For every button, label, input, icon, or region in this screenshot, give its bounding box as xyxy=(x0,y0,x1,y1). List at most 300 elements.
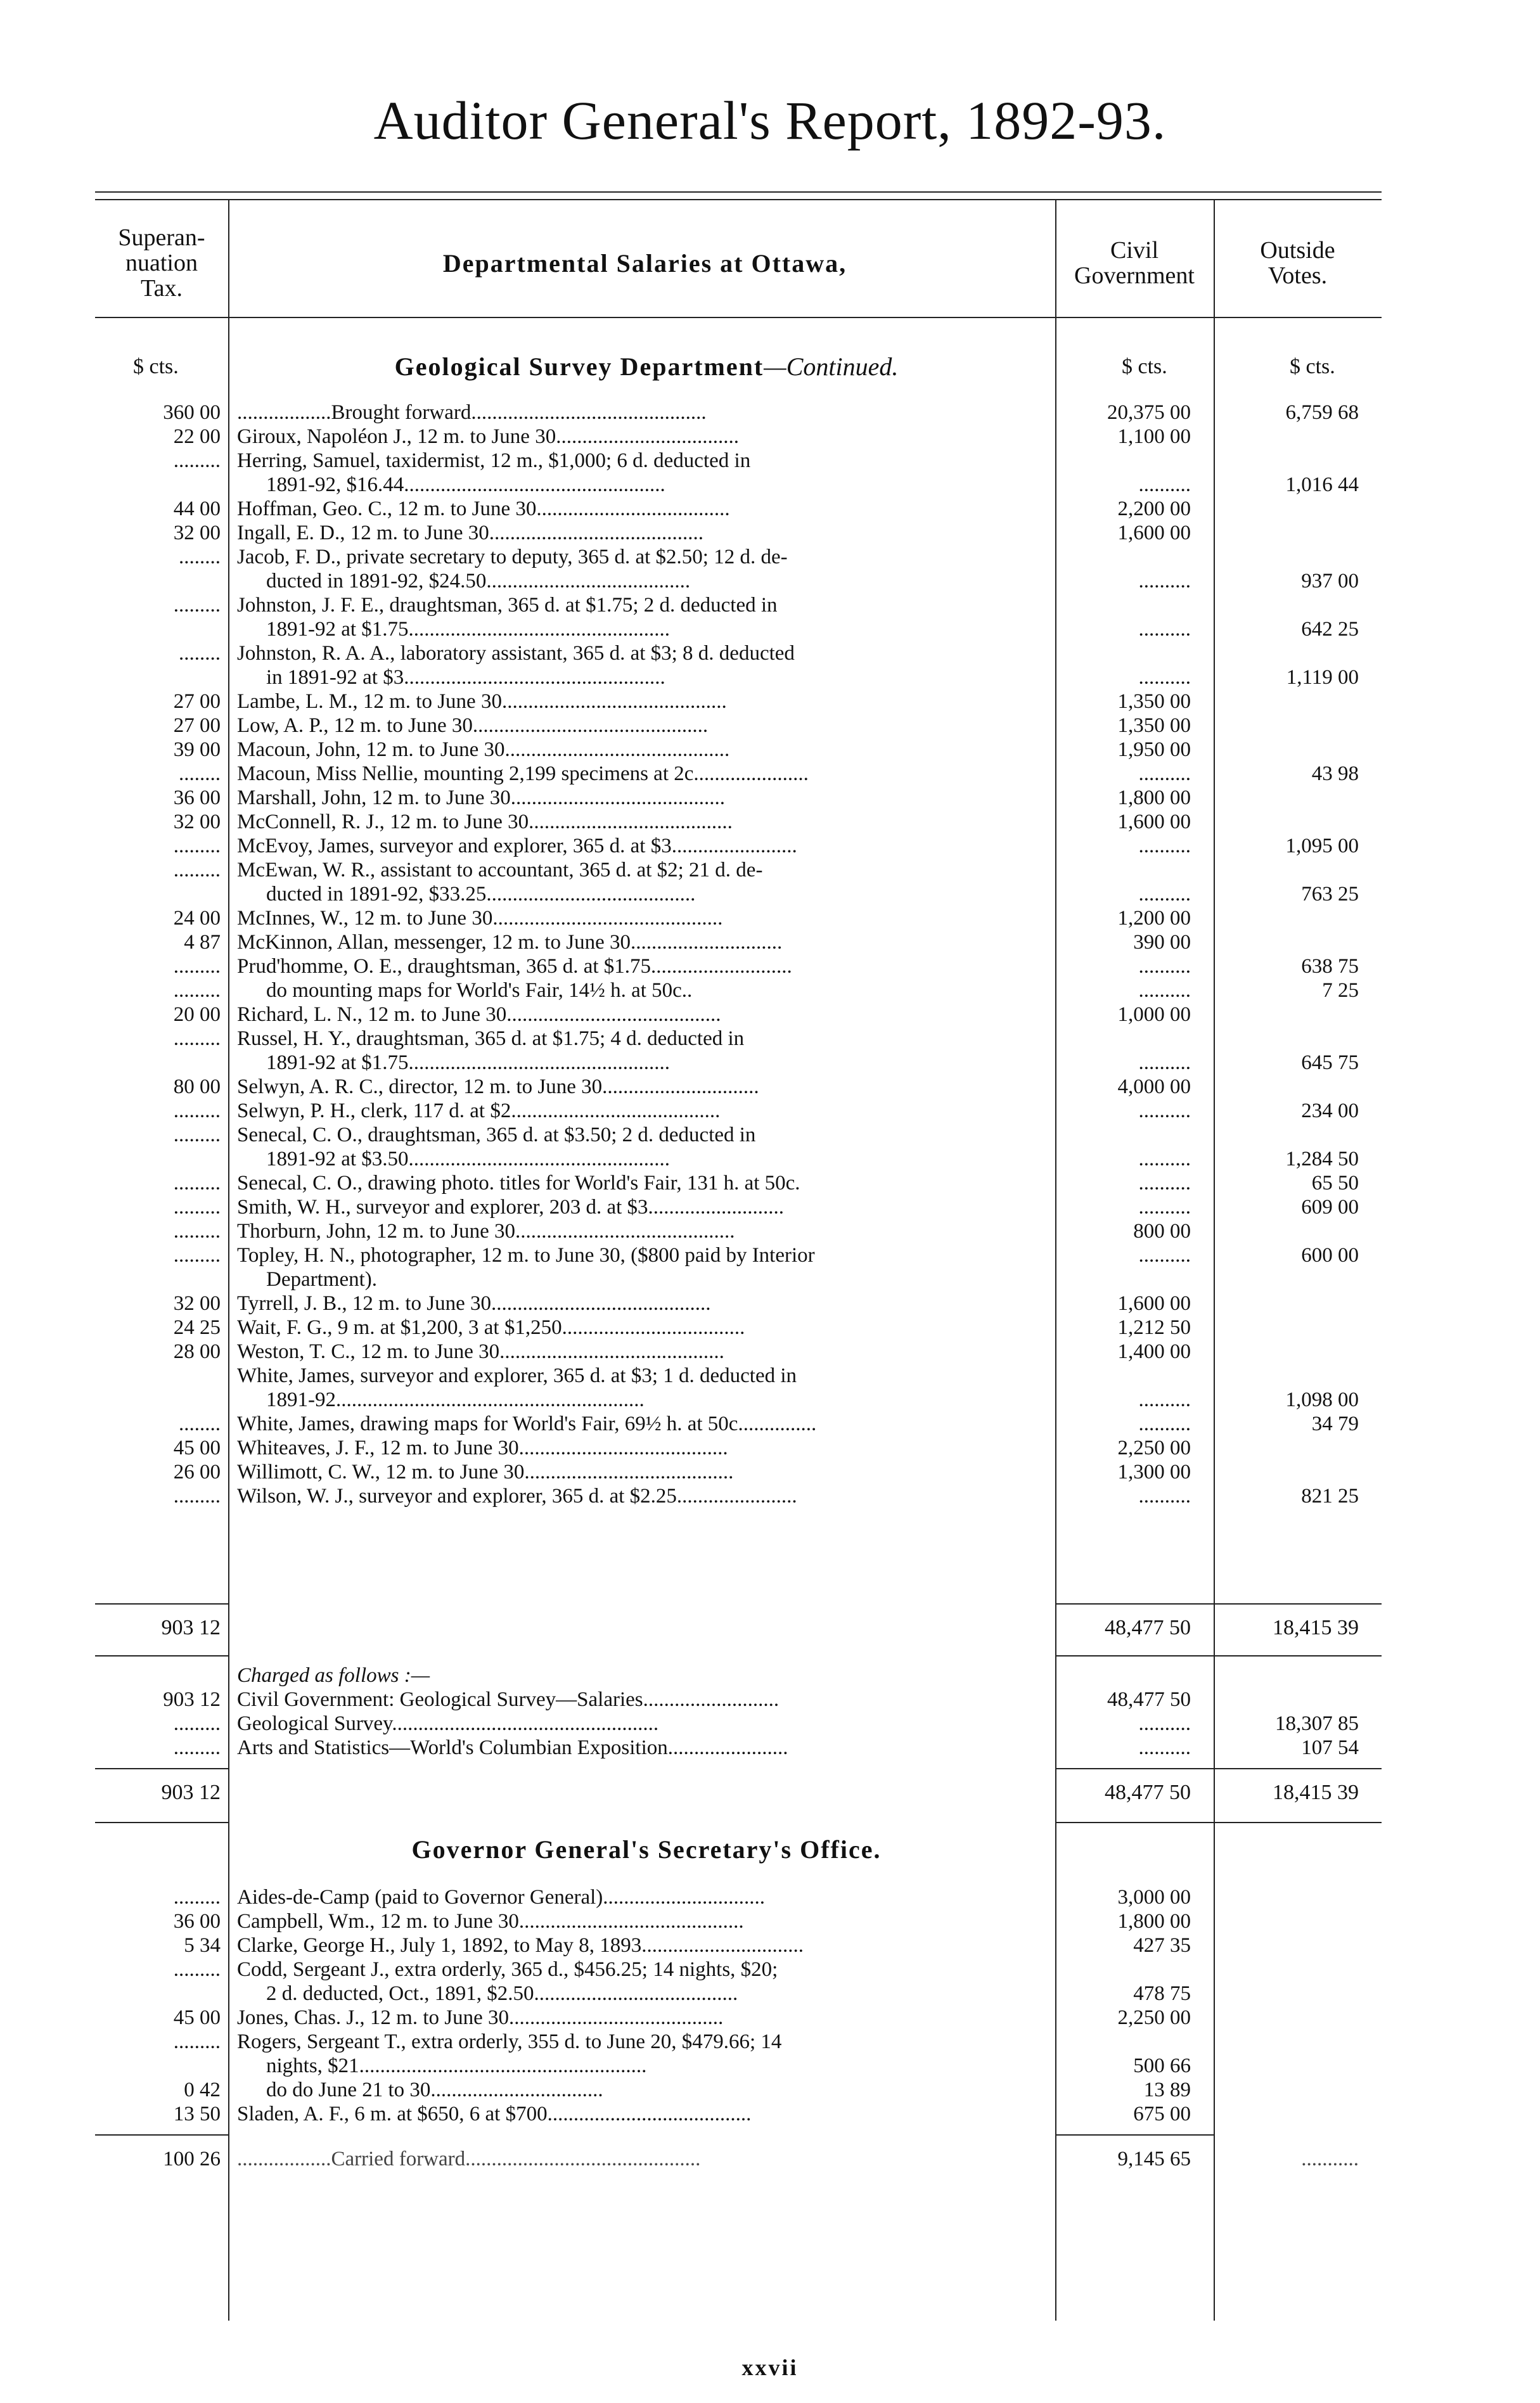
superannuation-cell: 360 00 xyxy=(163,401,221,424)
table-row xyxy=(95,1484,1382,1508)
superannuation-cell xyxy=(95,1388,228,1412)
table-row xyxy=(95,1364,1382,1388)
cts-sup: $ cts. xyxy=(133,355,179,378)
civil-government-cell: .......... xyxy=(1138,1172,1191,1195)
superannuation-cell xyxy=(95,2054,228,2078)
civil-government-cell: 1,600 00 xyxy=(1117,1292,1191,1315)
charged-total-sup: 903 12 xyxy=(161,1781,221,1804)
outside-votes-cell: 107 54 xyxy=(1301,1736,1359,1759)
section-geological-survey-title xyxy=(234,352,1058,381)
civil-government-cell xyxy=(1055,858,1214,882)
outside-votes-cell xyxy=(1214,738,1382,762)
outside-votes-cell xyxy=(1214,1219,1382,1243)
superannuation-cell: 32 00 xyxy=(173,811,221,833)
outside-votes-cell: 1,098 00 xyxy=(1285,1388,1359,1411)
civil-government-cell xyxy=(1055,1267,1214,1291)
outside-votes-cell xyxy=(1214,1436,1382,1460)
table-row xyxy=(95,449,1382,473)
superannuation-cell: ......... xyxy=(173,1124,221,1146)
superannuation-cell: ......... xyxy=(173,1172,221,1195)
carried-rule xyxy=(95,2134,228,2136)
header-civil-government: Civil Government xyxy=(1074,237,1195,289)
table-row xyxy=(95,1736,1382,1760)
description-cell: Aides-de-Camp (paid to Governor General)............................... xyxy=(237,1886,766,1909)
outside-votes-cell xyxy=(1214,906,1382,930)
superannuation-cell: ......... xyxy=(173,1485,221,1508)
outside-votes-cell xyxy=(1214,593,1382,617)
superannuation-cell: ......... xyxy=(173,1244,221,1267)
civil-government-cell xyxy=(1055,449,1214,473)
charged-total-rule xyxy=(95,1768,228,1769)
table-row xyxy=(95,1075,1382,1099)
civil-government-cell: 1,600 00 xyxy=(1117,522,1191,544)
civil-government-cell: 1,800 00 xyxy=(1117,1910,1191,1933)
outside-votes-cell: 234 00 xyxy=(1301,1099,1359,1122)
outside-votes-cell: 609 00 xyxy=(1301,1196,1359,1219)
superannuation-cell: 13 50 xyxy=(173,2103,221,2125)
outside-votes-cell xyxy=(1214,714,1382,738)
table-row xyxy=(95,1291,1382,1316)
description-cell: Weston, T. C., 12 m. to June 30........................................... xyxy=(237,1340,724,1363)
civil-government-cell: 675 00 xyxy=(1133,2103,1191,2125)
outside-votes-cell: 6,759 68 xyxy=(1285,401,1359,424)
top-rule-2 xyxy=(95,199,1382,200)
total-sup: 903 12 xyxy=(161,1616,221,1639)
outside-votes-cell xyxy=(1214,641,1382,665)
superannuation-cell: ......... xyxy=(173,979,221,1002)
outside-votes-cell: 937 00 xyxy=(1301,570,1359,593)
outside-votes-cell: 821 25 xyxy=(1301,1485,1359,1508)
description-cell: White, James, drawing maps for World's Fair, 69½ h. at 50c............... xyxy=(237,1413,817,1435)
civil-government-cell: 390 00 xyxy=(1133,931,1191,954)
civil-government-cell: 427 35 xyxy=(1133,1934,1191,1957)
civil-government-cell: 2,250 00 xyxy=(1117,2006,1191,2029)
outside-votes-cell xyxy=(1214,1688,1382,1712)
civil-government-cell: .......... xyxy=(1138,1051,1191,1074)
description-cell: 1891-92 at $1.75.................................................. xyxy=(266,1051,671,1074)
table-row xyxy=(95,882,1382,906)
section1-total-row xyxy=(95,1616,1382,1640)
geological-survey-rows xyxy=(95,401,1382,1508)
table-row xyxy=(95,1195,1382,1219)
superannuation-cell: ......... xyxy=(173,1958,221,1981)
superannuation-cell xyxy=(95,1982,228,2006)
superannuation-cell: 20 00 xyxy=(173,1003,221,1026)
superannuation-cell: 4 87 xyxy=(184,931,221,954)
description-cell: McKinnon, Allan, messenger, 12 m. to June 30............................. xyxy=(237,931,783,954)
superannuation-cell xyxy=(95,1147,228,1171)
outside-votes-cell: 7 25 xyxy=(1322,979,1359,1002)
table-row xyxy=(95,689,1382,714)
superannuation-cell: ......... xyxy=(173,1027,221,1050)
table-row xyxy=(95,834,1382,858)
description-cell: Sladen, A. F., 6 m. at $650, 6 at $700....................................... xyxy=(237,2103,752,2125)
table-row xyxy=(95,641,1382,665)
civil-government-cell: 1,350 00 xyxy=(1117,714,1191,737)
outside-votes-cell: 600 00 xyxy=(1301,1244,1359,1267)
outside-votes-cell: 1,016 44 xyxy=(1285,473,1359,496)
superannuation-cell: 24 25 xyxy=(173,1316,221,1339)
civil-government-cell: 1,800 00 xyxy=(1117,786,1191,809)
table-row xyxy=(95,1267,1382,1291)
description-cell: ducted in 1891-92, $24.50....................................... xyxy=(266,570,691,593)
charged-heading: Charged as follows :— xyxy=(237,1664,430,1687)
table-row xyxy=(95,1099,1382,1123)
civil-government-cell xyxy=(1055,1364,1214,1388)
table-row xyxy=(95,2102,1382,2126)
civil-government-cell: 4,000 00 xyxy=(1117,1075,1191,1098)
civil-government-cell: 1,950 00 xyxy=(1117,738,1191,761)
outside-votes-cell xyxy=(1214,1958,1382,1982)
table-row xyxy=(95,954,1382,978)
civil-government-cell: 1,400 00 xyxy=(1117,1340,1191,1363)
table-row xyxy=(95,786,1382,810)
outside-votes-cell xyxy=(1214,449,1382,473)
superannuation-cell: ......... xyxy=(173,1220,221,1243)
superannuation-cell: ........ xyxy=(179,642,221,665)
charged-total-row xyxy=(95,1781,1382,1805)
superannuation-cell: ......... xyxy=(173,859,221,881)
description-cell: 1891-92, $16.44.................................................. xyxy=(266,473,665,496)
description-cell: Campbell, Wm., 12 m. to June 30........................................... xyxy=(237,1910,744,1933)
superannuation-cell: 27 00 xyxy=(173,714,221,737)
description-cell: nights, $21....................................................... xyxy=(266,2054,647,2077)
governor-general-rows xyxy=(95,1885,1382,2126)
outside-votes-cell: 1,284 50 xyxy=(1285,1148,1359,1170)
description-cell: 1891-92 at $1.75.................................................. xyxy=(266,618,671,641)
charged-heading-row xyxy=(95,1663,1382,1688)
table-row xyxy=(95,617,1382,641)
description-cell: Tyrrell, J. B., 12 m. to June 30.......................................... xyxy=(237,1292,711,1315)
civil-government-cell: .......... xyxy=(1138,1244,1191,1267)
description-cell: Giroux, Napoléon J., 12 m. to June 30................................... xyxy=(237,425,739,448)
civil-government-cell xyxy=(1055,641,1214,665)
civil-government-cell: .......... xyxy=(1138,1196,1191,1219)
table-row xyxy=(95,1460,1382,1484)
superannuation-cell: 24 00 xyxy=(173,907,221,930)
table-row xyxy=(95,1885,1382,1909)
table-row xyxy=(95,1388,1382,1412)
description-cell: Whiteaves, J. F., 12 m. to June 30........................................ xyxy=(237,1437,728,1459)
civil-government-cell xyxy=(1055,1958,1214,1982)
header-outside-votes: Outside Votes. xyxy=(1260,237,1335,289)
table-row xyxy=(95,545,1382,569)
outside-votes-cell xyxy=(1214,1267,1382,1291)
superannuation-cell: ......... xyxy=(173,1099,221,1122)
outside-votes-cell: 645 75 xyxy=(1301,1051,1359,1074)
superannuation-cell xyxy=(95,569,228,593)
table-row xyxy=(95,2054,1382,2078)
table-row xyxy=(95,1003,1382,1027)
table-row xyxy=(95,401,1382,425)
carried-rule-b xyxy=(1055,2134,1214,2136)
table-row xyxy=(95,810,1382,834)
description-cell: Thorburn, John, 12 m. to June 30.......................................... xyxy=(237,1220,735,1243)
civil-government-cell: .......... xyxy=(1138,473,1191,496)
table-row xyxy=(95,1712,1382,1736)
description-cell: Smith, W. H., surveyor and explorer, 203 d. at $3.......................... xyxy=(237,1196,785,1219)
outside-votes-cell xyxy=(1214,2078,1382,2102)
description-cell: McEvoy, James, surveyor and explorer, 365 d. at $3........................ xyxy=(237,835,797,857)
outside-votes-cell xyxy=(1214,689,1382,714)
superannuation-cell: 45 00 xyxy=(173,2006,221,2029)
outside-votes-cell xyxy=(1214,497,1382,521)
description-cell: Clarke, George H., July 1, 1892, to May 8, 1893............................... xyxy=(237,1934,804,1957)
superannuation-cell: 45 00 xyxy=(173,1437,221,1459)
superannuation-cell xyxy=(95,665,228,689)
description-cell: Jacob, F. D., private secretary to deputy, 365 d. at $2.50; 12 d. de- xyxy=(237,546,788,568)
civil-government-cell: 2,250 00 xyxy=(1117,1437,1191,1459)
table-row xyxy=(95,1243,1382,1267)
description-cell: Prud'homme, O. E., draughtsman, 365 d. at $1.75........................... xyxy=(237,955,792,978)
table-row xyxy=(95,1958,1382,1982)
cts-civil: $ cts. xyxy=(1122,355,1167,378)
section-title-text: Geological Survey Department xyxy=(394,352,764,381)
civil-government-cell: .......... xyxy=(1138,883,1191,906)
superannuation-cell xyxy=(95,1051,228,1075)
civil-government-cell: 1,000 00 xyxy=(1117,1003,1191,1026)
civil-government-cell: .......... xyxy=(1138,1099,1191,1122)
superannuation-cell: 36 00 xyxy=(173,786,221,809)
table-row xyxy=(95,1051,1382,1075)
description-cell: Ingall, E. D., 12 m. to June 30......................................... xyxy=(237,522,704,544)
table-row xyxy=(95,762,1382,786)
description-cell: 1891-92........................................................... xyxy=(266,1388,645,1411)
description-cell: Rogers, Sergeant T., extra orderly, 355 d. to June 20, $479.66; 14 xyxy=(237,2030,782,2053)
outside-votes-cell: 43 98 xyxy=(1311,762,1359,785)
civil-government-cell: 500 66 xyxy=(1133,2054,1191,2077)
table-row xyxy=(95,1982,1382,2006)
superannuation-cell: ......... xyxy=(173,594,221,617)
description-cell: ducted in 1891-92, $33.25........................................ xyxy=(266,883,696,906)
outside-votes-cell xyxy=(1214,1933,1382,1958)
table-row xyxy=(95,1933,1382,1958)
carried-outside: ........... xyxy=(1301,2148,1359,2170)
table-row xyxy=(95,2006,1382,2030)
superannuation-cell: ......... xyxy=(173,1712,221,1735)
description-cell: Department). xyxy=(266,1268,378,1291)
superannuation-cell: 39 00 xyxy=(173,738,221,761)
header-superannuation: Superan- nuation Tax. xyxy=(118,224,205,302)
civil-government-cell xyxy=(1055,2030,1214,2054)
superannuation-cell: 27 00 xyxy=(173,690,221,713)
superannuation-cell: 80 00 xyxy=(173,1075,221,1098)
description-cell: Wait, F. G., 9 m. at $1,200, 3 at $1,250................................... xyxy=(237,1316,745,1339)
description-cell: Codd, Sergeant J., extra orderly, 365 d., $456.25; 14 nights, $20; xyxy=(237,1958,778,1981)
superannuation-cell xyxy=(95,882,228,906)
description-cell: Civil Government: Geological Survey—Salaries.......................... xyxy=(237,1688,780,1711)
header-rule xyxy=(95,317,1382,318)
description-cell: Lambe, L. M., 12 m. to June 30........................................... xyxy=(237,690,727,713)
superannuation-cell: 32 00 xyxy=(173,522,221,544)
outside-votes-cell: 1,119 00 xyxy=(1286,666,1359,689)
civil-government-cell: .......... xyxy=(1138,666,1191,689)
description-cell: Johnston, J. F. E., draughtsman, 365 d. at $1.75; 2 d. deducted in xyxy=(237,594,778,617)
superannuation-cell: 903 12 xyxy=(163,1688,221,1711)
superannuation-cell xyxy=(95,473,228,497)
superannuation-cell: 28 00 xyxy=(173,1340,221,1363)
description-cell: Macoun, John, 12 m. to June 30........................................... xyxy=(237,738,730,761)
outside-votes-cell xyxy=(1214,1885,1382,1909)
table-row xyxy=(95,906,1382,930)
civil-government-cell: .......... xyxy=(1138,1148,1191,1170)
superannuation-cell xyxy=(95,617,228,641)
description-cell: Wilson, W. J., surveyor and explorer, 365 d. at $2.25....................... xyxy=(237,1485,797,1508)
civil-government-cell xyxy=(1055,1027,1214,1051)
outside-votes-cell xyxy=(1214,2054,1382,2078)
table-row xyxy=(95,1027,1382,1051)
table-row xyxy=(95,1412,1382,1436)
table-row xyxy=(95,930,1382,954)
carried-desc: ..................Carried forward............................................. xyxy=(237,2148,701,2170)
description-cell: Topley, H. N., photographer, 12 m. to June 30, ($800 paid by Interior xyxy=(237,1244,815,1267)
table-row xyxy=(95,738,1382,762)
outside-votes-cell xyxy=(1214,1909,1382,1933)
superannuation-cell: ......... xyxy=(173,955,221,978)
superannuation-cell xyxy=(95,1267,228,1291)
total-outside: 18,415 39 xyxy=(1273,1616,1359,1639)
cts-outside: $ cts. xyxy=(1290,355,1335,378)
page-title: Auditor General's Report, 1892-93. xyxy=(373,90,1167,151)
description-cell: 1891-92 at $3.50.................................................. xyxy=(266,1148,671,1170)
civil-government-cell: .......... xyxy=(1138,955,1191,978)
outside-votes-cell xyxy=(1214,545,1382,569)
civil-government-cell xyxy=(1055,593,1214,617)
superannuation-cell: ......... xyxy=(173,1886,221,1909)
description-cell: Russel, H. Y., draughtsman, 365 d. at $1.75; 4 d. deducted in xyxy=(237,1027,745,1050)
description-cell: Selwyn, A. R. C., director, 12 m. to June 30.............................. xyxy=(237,1075,759,1098)
outside-votes-cell: 1,095 00 xyxy=(1285,835,1359,857)
table-row xyxy=(95,858,1382,882)
superannuation-cell: ......... xyxy=(173,835,221,857)
table-row xyxy=(95,473,1382,497)
description-cell: Low, A. P., 12 m. to June 30............................................. xyxy=(237,714,709,737)
total-rule-1 xyxy=(95,1603,228,1605)
table-row xyxy=(95,665,1382,689)
outside-votes-cell: 642 25 xyxy=(1301,618,1359,641)
superannuation-cell xyxy=(95,1364,228,1388)
outside-votes-cell xyxy=(1214,930,1382,954)
civil-government-cell: 1,212 50 xyxy=(1117,1316,1191,1339)
superannuation-cell: ........ xyxy=(179,762,221,785)
description-cell: Senecal, C. O., drawing photo. titles for World's Fair, 131 h. at 50c. xyxy=(237,1172,800,1195)
header-departmental-salaries: Departmental Salaries at Ottawa, xyxy=(442,249,847,278)
description-cell: McConnell, R. J., 12 m. to June 30....................................... xyxy=(237,811,733,833)
superannuation-cell: 26 00 xyxy=(173,1461,221,1483)
civil-government-cell: .......... xyxy=(1138,1485,1191,1508)
civil-government-cell: .......... xyxy=(1138,1413,1191,1435)
table-row xyxy=(95,1123,1382,1147)
civil-government-cell: .......... xyxy=(1138,1736,1191,1759)
civil-government-cell: .......... xyxy=(1138,618,1191,641)
civil-government-cell: .......... xyxy=(1138,570,1191,593)
superannuation-cell: 0 42 xyxy=(184,2079,221,2101)
description-cell: Senecal, C. O., draughtsman, 365 d. at $3.50; 2 d. deducted in xyxy=(237,1124,756,1146)
description-cell: Marshall, John, 12 m. to June 30......................................... xyxy=(237,786,725,809)
outside-votes-cell xyxy=(1214,1340,1382,1364)
section2-rule xyxy=(95,1822,228,1823)
outside-votes-cell xyxy=(1214,786,1382,810)
superannuation-cell: 36 00 xyxy=(173,1910,221,1933)
table-row xyxy=(95,1316,1382,1340)
superannuation-cell: 32 00 xyxy=(173,1292,221,1315)
table-row xyxy=(95,1171,1382,1195)
table-row xyxy=(95,1219,1382,1243)
civil-government-cell xyxy=(1055,545,1214,569)
section2-rule-b xyxy=(1055,1822,1382,1823)
description-cell: 2 d. deducted, Oct., 1891, $2.50....................................... xyxy=(266,1982,738,2005)
outside-votes-cell xyxy=(1214,1982,1382,2006)
description-cell: Johnston, R. A. A., laboratory assistant, 365 d. at $3; 8 d. deducted xyxy=(237,642,795,665)
charged-total-rule-b xyxy=(1055,1768,1382,1769)
table-row xyxy=(95,1147,1382,1171)
civil-government-cell: 800 00 xyxy=(1133,1220,1191,1243)
description-cell: do do June 21 to 30................................. xyxy=(266,2079,603,2101)
civil-government-cell: 1,200 00 xyxy=(1117,907,1191,930)
carried-sup: 100 26 xyxy=(163,2148,221,2170)
table-row xyxy=(95,1436,1382,1460)
description-cell: Geological Survey................................................... xyxy=(237,1712,659,1735)
outside-votes-cell xyxy=(1214,1316,1382,1340)
carried-civil: 9,145 65 xyxy=(1117,2148,1191,2170)
table-row xyxy=(95,714,1382,738)
outside-votes-cell xyxy=(1214,810,1382,834)
description-cell: Richard, L. N., 12 m. to June 30......................................... xyxy=(237,1003,721,1026)
civil-government-cell: 1,100 00 xyxy=(1117,425,1191,448)
description-cell: Jones, Chas. J., 12 m. to June 30......................................... xyxy=(237,2006,724,2029)
rule-before-charged xyxy=(95,1655,228,1656)
description-cell: in 1891-92 at $3.................................................. xyxy=(266,666,665,689)
outside-votes-cell xyxy=(1214,2030,1382,2054)
superannuation-cell: 5 34 xyxy=(184,1934,221,1957)
outside-votes-cell xyxy=(1214,1003,1382,1027)
outside-votes-cell xyxy=(1214,1123,1382,1147)
outside-votes-cell xyxy=(1214,1027,1382,1051)
table-row xyxy=(95,2078,1382,2102)
table-row xyxy=(95,978,1382,1003)
outside-votes-cell xyxy=(1214,858,1382,882)
description-cell: do mounting maps for World's Fair, 14½ h. at 50c.. xyxy=(266,979,693,1002)
table-row xyxy=(95,1909,1382,1933)
outside-votes-cell: 638 75 xyxy=(1301,955,1359,978)
outside-votes-cell: 65 50 xyxy=(1311,1172,1359,1195)
outside-votes-cell xyxy=(1214,1364,1382,1388)
civil-government-cell: .......... xyxy=(1138,762,1191,785)
civil-government-cell: 3,000 00 xyxy=(1117,1886,1191,1909)
outside-votes-cell: 18,307 85 xyxy=(1275,1712,1359,1735)
civil-government-cell: 1,600 00 xyxy=(1117,811,1191,833)
charged-total-outside: 18,415 39 xyxy=(1273,1781,1359,1804)
description-cell: Herring, Samuel, taxidermist, 12 m., $1,000; 6 d. deducted in xyxy=(237,449,751,472)
outside-votes-cell: 763 25 xyxy=(1301,883,1359,906)
civil-government-cell: 1,350 00 xyxy=(1117,690,1191,713)
superannuation-cell: ......... xyxy=(173,1196,221,1219)
charged-rows xyxy=(95,1688,1382,1760)
description-cell: McEwan, W. R., assistant to accountant, 365 d. at $2; 21 d. de- xyxy=(237,859,763,881)
civil-government-cell: 13 89 xyxy=(1143,2079,1191,2101)
table-row xyxy=(95,1340,1382,1364)
civil-government-cell: .......... xyxy=(1138,835,1191,857)
table-row xyxy=(95,425,1382,449)
charged-total-civil: 48,477 50 xyxy=(1105,1781,1191,1804)
table-row xyxy=(95,497,1382,521)
outside-votes-cell xyxy=(1214,2006,1382,2030)
description-cell: Macoun, Miss Nellie, mounting 2,199 specimens at 2c...................... xyxy=(237,762,809,785)
description-cell: ..................Brought forward............................................. xyxy=(237,401,707,424)
civil-government-cell: .......... xyxy=(1138,1712,1191,1735)
table-row xyxy=(95,1688,1382,1712)
superannuation-cell: ......... xyxy=(173,2030,221,2053)
